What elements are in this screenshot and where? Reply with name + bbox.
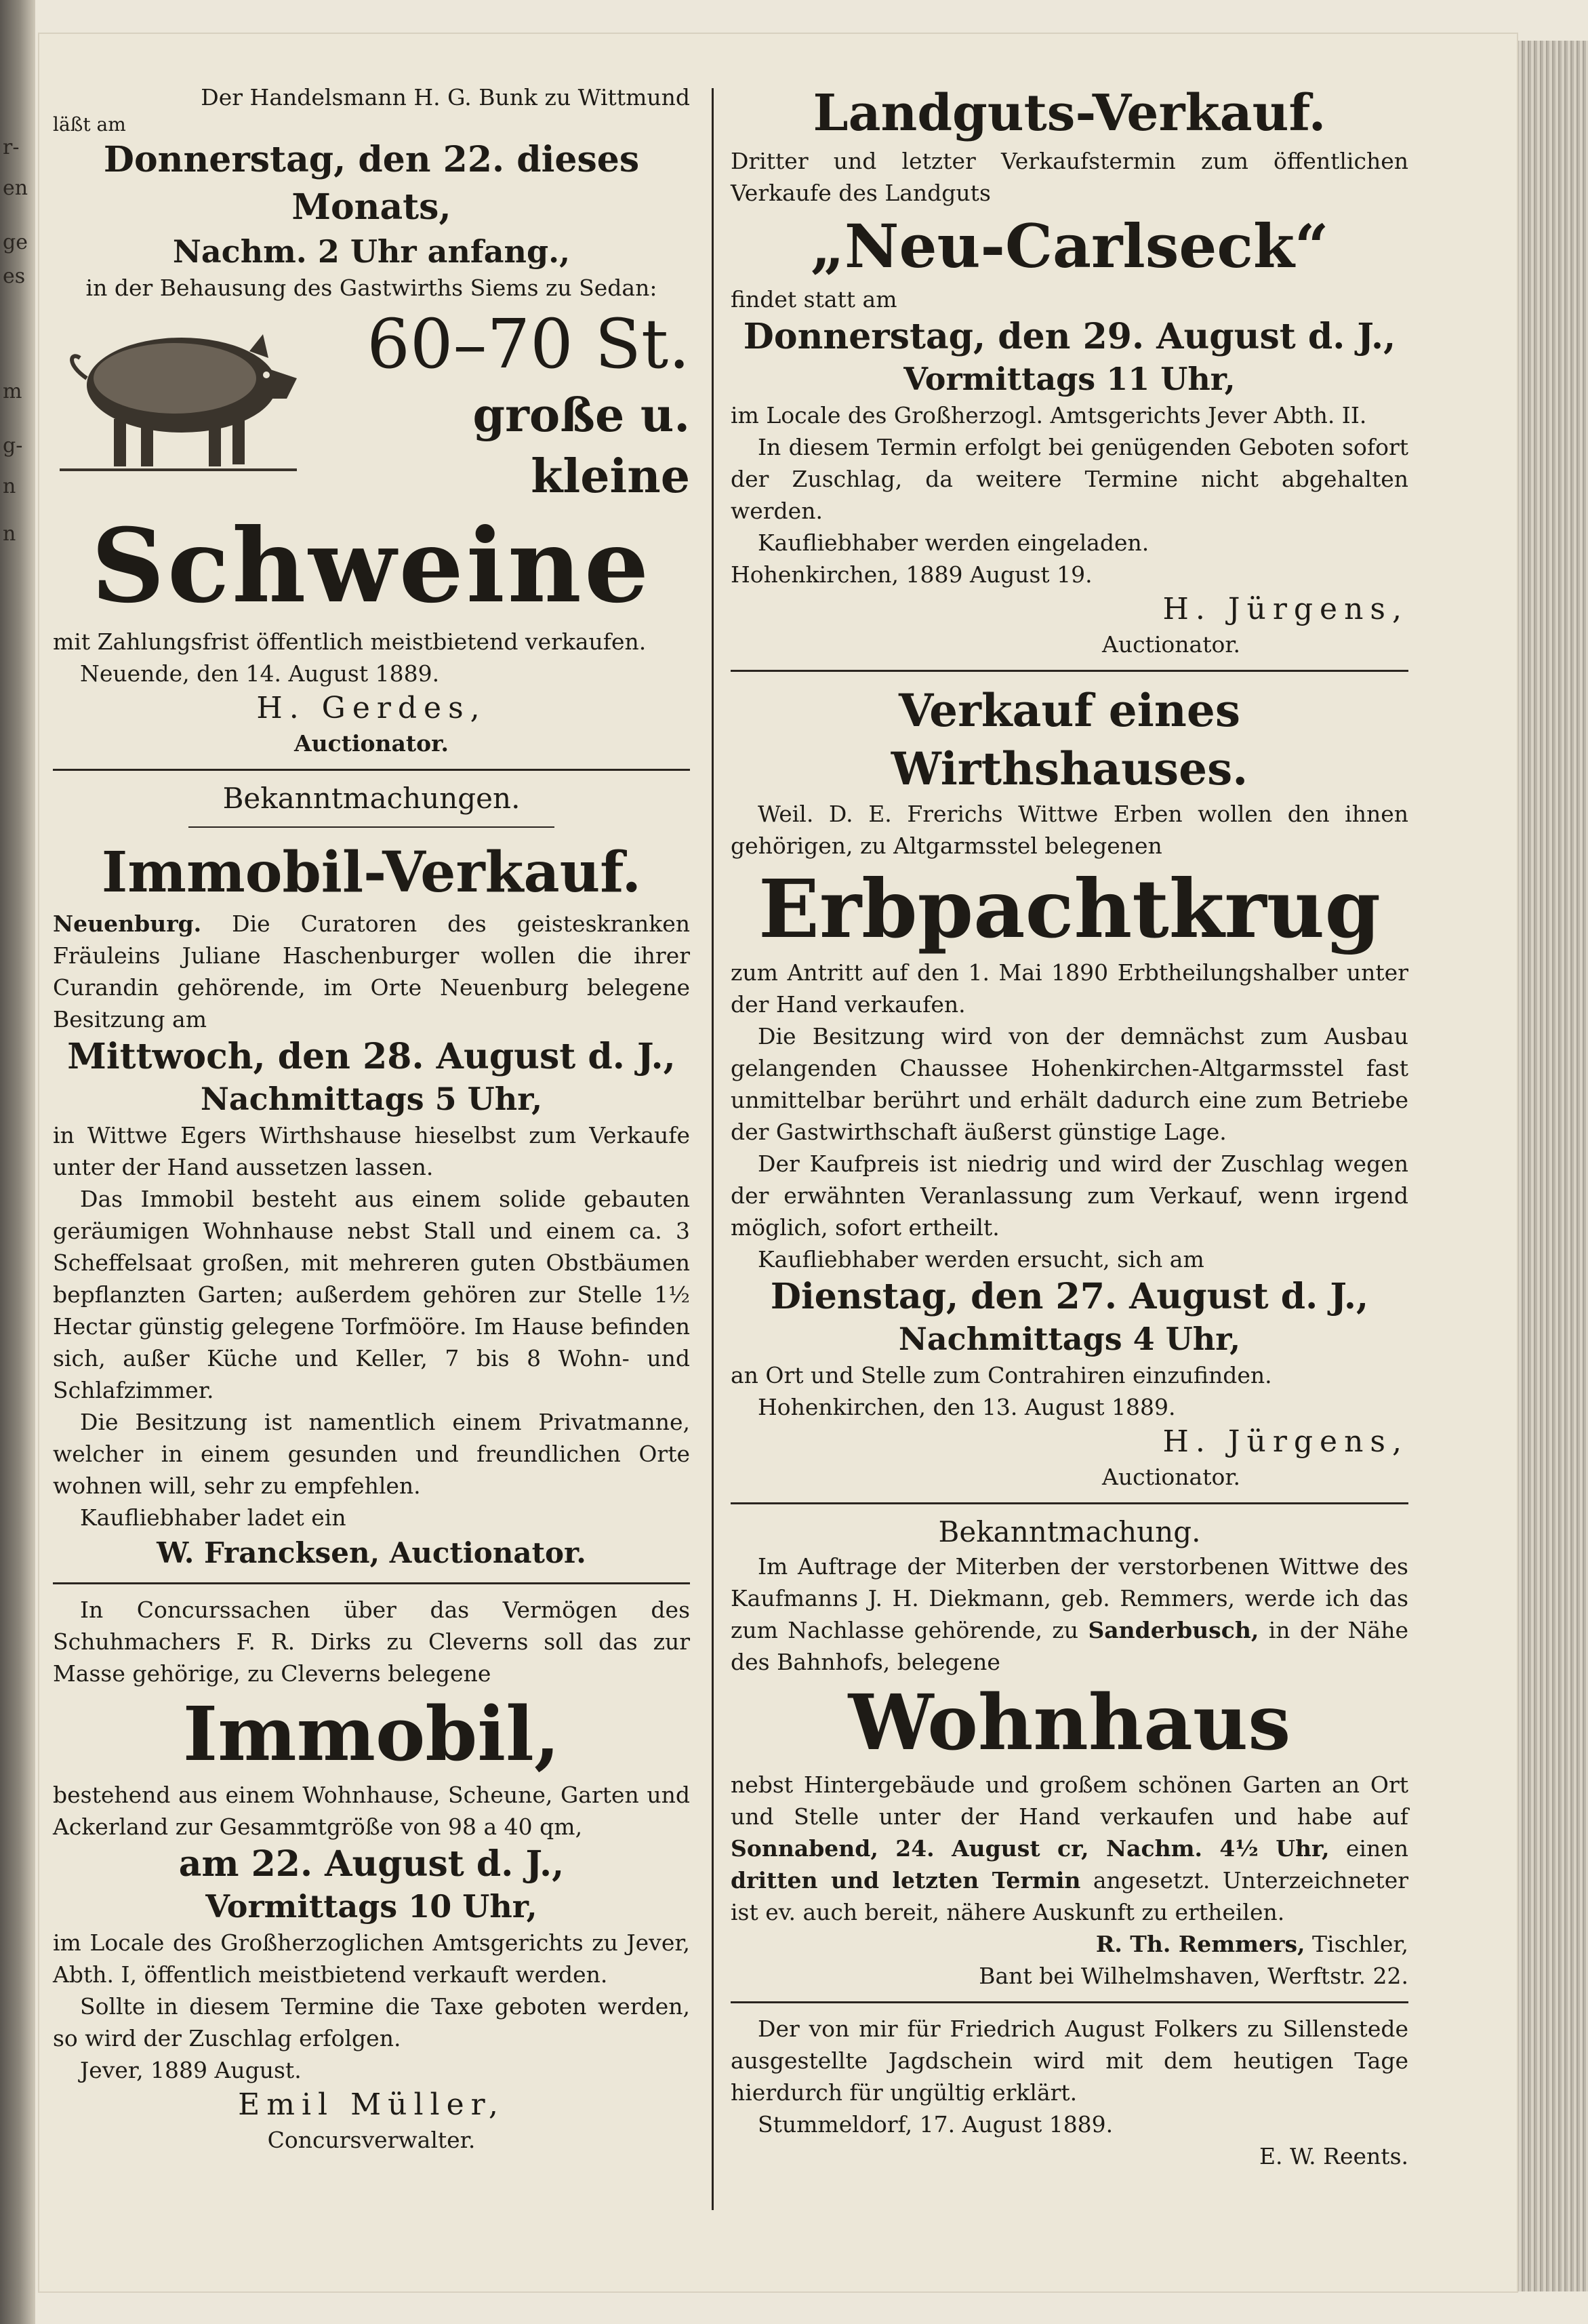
headline-landguts-verkauf: Landguts-Verkauf. [813,84,1326,142]
spine-fragment: n [3,522,16,546]
sale-time: Vormittags 10 Uhr, [205,1888,537,1925]
divider [53,1582,690,1584]
page-edge [1517,41,1588,2291]
pig-row [53,304,690,507]
sale-time: Nachmittags 4 Uhr, [898,1321,1241,1357]
address: Bant bei Wilhelmshaven, Werftstr. 22. [979,1963,1408,1989]
sale-time: Nachmittags 5 Uhr, [200,1081,543,1117]
signer-role: Auctionator. [294,730,449,757]
sale-date: Donnerstag, den 29. August d. J., [743,316,1396,357]
place-lead: Neuenburg. [53,910,202,937]
sale-time: Nachm. 2 Uhr anfang., [172,233,571,270]
sale-terms: mit Zahlungsfrist öffentlich meistbietend verkaufen. [53,628,647,655]
dateline: Jever, 1889 August. [80,2057,302,2083]
immobil-verkauf-ad [53,837,690,1573]
ad-text: bestehend aus einem Wohnhause, Scheune, Garten und Ackerland zur Gesammtgröße von 98 a 40 qm, [53,1782,690,1840]
left-column [53,81,690,2156]
pig-count-block [304,304,690,507]
divider [53,769,690,771]
signer: E. W. Reents. [1259,2143,1408,2169]
signer-role: Auctionator. [1102,631,1240,658]
sale-time: Vormittags 11 Uhr, [903,361,1236,397]
spine-fragment: n [3,475,16,498]
pig-sale-ad [53,81,690,759]
ad-text: Im Auftrage der Miterben der verstorbenen Wittwe des Kaufmanns J. H. Diekmann, geb. Remmers, werde ich das zum Nachlasse gehörende, zu [731,1553,1408,1643]
headline-immobil-verkauf: Immobil-Verkauf. [101,840,642,905]
ad-text: Das Immobil besteht aus einem solide gebauten geräumigen Wohnhause nebst Stall und einem ca. 3 Scheffelsaat großen, mit mehreren guten Obstbäumen bepflanzten Garten; außerdem gehören zur Stelle 1½ Hectar günstig gelegene Torfmööre. Im Hause befinden sich, außer Küche und Keller, 7 bis 8 Wohn- und Schlafzimmer. [53,1186,690,1403]
landgut-ad [731,81,1408,660]
sale-date: Donnerstag, den 22. dieses Monats, [103,139,640,228]
ad-text: Die Besitzung ist namentlich einem Privatmanne, welcher in einem gesunden und freundlichen Orte wohnen will, sehr zu empfehlen. [53,1409,690,1499]
ad-text: im Locale des Großherzogl. Amtsgerichts Jever Abth. II. [731,402,1367,428]
signer: R. Th. Remmers, [1095,1931,1305,1957]
ad-text: Der Kaufpreis ist niedrig und wird der Zuschlag wegen der erwähnten Veranlassung zum Verkauf, wenn irgend möglich, sofort ertheilt. [731,1150,1408,1241]
right-column [731,81,1408,2172]
book-spine [0,0,35,2324]
ad-text: Weil. D. E. Frerichs Wittwe Erben wollen den ihnen gehörigen, zu Altgarmsstel belegenen [731,801,1408,859]
sale-date: Mittwoch, den 28. August d. J., [67,1036,676,1077]
ad-text: In diesem Termin erfolgt bei genügenden Geboten sofort der Zuschlag, da weitere Termine nicht abgehalten werden. [731,434,1408,524]
signer-role: Auctionator. [1102,1464,1240,1490]
divider [731,2001,1408,2003]
ad-text: Kaufliebhaber werden eingeladen. [758,529,1149,556]
sale-date: Sonnabend, 24. August cr, Nachm. 4½ Uhr, [731,1835,1330,1862]
ad-text: angesetzt. Unterzeichneter ist ev. auch bereit, nähere Auskunft zu ertheilen. [731,1867,1408,1925]
ad-text: einen [1345,1835,1408,1862]
pig-count: 60–70 St. [367,304,690,384]
signer: H. Jürgens, [1162,1424,1408,1459]
ad-text: in Wittwe Egers Wirthshause hieselbst zum Verkaufe unter der Hand aussetzen lassen. [53,1122,690,1180]
ad-text: Dritter und letzter Verkaufstermin zum öffentlichen Verkaufe des Landguts [731,148,1408,206]
spine-fragment: m [3,380,22,403]
signer-role: Tischler, [1312,1931,1408,1957]
divider [731,1502,1408,1504]
ad-text: Die Besitzung wird von der demnächst zum Ausbau gelangenden Chaussee Hohenkirchen-Altgarmsstel fast unmittelbar berührt und erhält dadurch eine zum Betriebe der Gastwirthschaft äußerst günstige Lage. [731,1023,1408,1145]
headline-wohnhaus: Wohnhaus [848,1679,1291,1767]
ad-text: In Concurssachen über das Vermögen des Schuhmachers F. R. Dirks zu Cleverns soll das zur Masse gehörige, zu Cleverns belegene [53,1597,690,1687]
sale-date: am 22. August d. J., [178,1843,565,1885]
spine-fragment: ge [3,231,28,254]
dateline: Hohenkirchen, den 13. August 1889. [758,1394,1176,1420]
pig-size: große u. kleine [472,388,690,504]
signer: Emil Müller, [238,2087,505,2122]
wohnhaus-ad [731,1514,1408,1992]
dateline: Neuende, den 14. August 1889. [80,660,440,687]
ad-text: an Ort und Stelle zum Contrahiren einzufinden. [731,1362,1272,1388]
pig-illustration [53,304,304,480]
column-divider [712,88,714,2210]
section-heading: Bekanntmachung. [938,1515,1201,1548]
ad-text: Der von mir für Friedrich August Folkers zu Sillenstede ausgestellte Jagdschein wird mit dem heutigen Tage hierdurch für ungültig erklärt. [731,2016,1408,2106]
ad-text: nebst Hintergebäude und großem schönen Garten an Ort und Stelle unter der Hand verkaufen und habe auf [731,1771,1408,1830]
section-heading: Bekanntmachungen. [222,782,521,815]
place-name: Sanderbusch, [1088,1617,1259,1643]
concurs-ad [53,1594,690,2156]
wirthshaus-ad [731,681,1408,1493]
estate-name: „Neu-Carlseck“ [810,211,1329,281]
dateline: Stummeldorf, 17. August 1889. [758,2111,1114,2138]
ad-text: zum Antritt auf den 1. Mai 1890 Erbtheilungshalber unter der Hand verkaufen. [731,959,1408,1018]
dateline: Hohenkirchen, 1889 August 19. [731,561,1093,588]
spine-fragment: es [3,264,26,288]
signer-role: Concursverwalter. [267,2127,476,2153]
signer: W. Francksen, Auctionator. [157,1536,586,1569]
ad-text: Die Curatoren des geisteskranken Fräuleins Juliane Haschenburger wollen die ihrer Curandin gehörende, im Orte Neuenburg belegene Besitzung am [53,910,690,1033]
ad-text: Kaufliebhaber ladet ein [80,1504,346,1531]
sale-date: Dienstag, den 27. August d. J., [770,1276,1369,1317]
spine-fragment: r- [3,136,20,159]
ad-text: im Locale des Großherzoglichen Amtsgerichts zu Jever, Abth. I, öffentlich meistbietend verkauft werden. [53,1929,690,1988]
newspaper-page [39,34,1517,2291]
term-note: dritten und letzten Termin [731,1867,1081,1894]
headline-erbpachtkrug: Erbpachtkrug [758,862,1381,956]
signer: H. Gerdes, [256,691,487,725]
headline-immobil: Immobil, [182,1690,561,1778]
signer: H. Jürgens, [1162,592,1408,626]
sale-place: in der Behausung des Gastwirths Siems zu Sedan: [85,275,657,301]
jagdschein-notice [731,2013,1408,2172]
ad-text: Sollte in diesem Termine die Taxe geboten werden, so wird der Zuschlag erfolgen. [53,1993,690,2051]
headline-schweine: Schweine [91,506,652,626]
ad-text: findet statt am [731,286,897,313]
ad-text: Kaufliebhaber werden ersucht, sich am [758,1246,1204,1273]
spine-fragment: g- [3,434,23,458]
divider [188,826,554,828]
headline-wirthshaus: Verkauf eines Wirthshauses. [891,684,1248,795]
spine-fragment: en [3,176,28,200]
ad-text: in der Nähe des Bahnhofs, belegene [731,1617,1408,1675]
ad-line: Der Handelsmann H. G. Bunk zu Wittmund [201,84,690,111]
divider [731,670,1408,672]
ad-line: läßt am [53,113,126,136]
